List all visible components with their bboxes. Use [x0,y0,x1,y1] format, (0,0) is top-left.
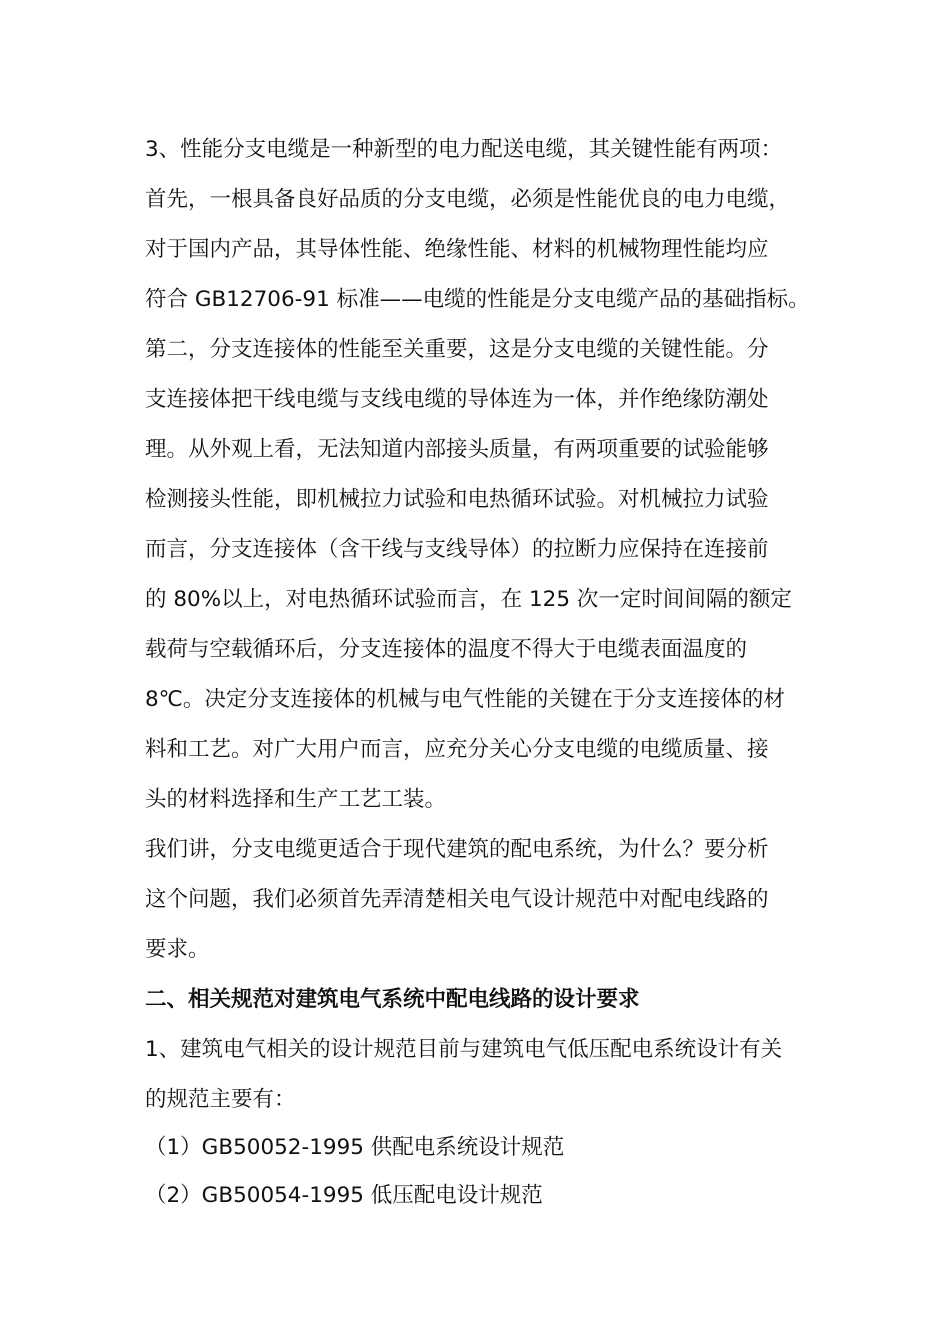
paragraph-line: 我们讲，分支电缆更适合于现代建筑的配电系统，为什么？要分析 [145,837,769,862]
paragraph-line: 头的材料选择和生产工艺工装。 [145,787,447,812]
section-heading: 二、相关规范对建筑电气系统中配电线路的设计要求 [145,987,640,1012]
paragraph-line: 8℃。决定分支连接体的机械与电气性能的关键在于分支连接体的材 [145,687,785,712]
paragraph-line: 对于国内产品，其导体性能、绝缘性能、材料的机械物理性能均应 [145,237,769,262]
list-item: （1）GB50052-1995 供配电系统设计规范 [145,1135,565,1160]
paragraph-line: 理。从外观上看，无法知道内部接头质量，有两项重要的试验能够 [145,437,769,462]
paragraph-line: 1、建筑电气相关的设计规范目前与建筑电气低压配电系统设计有关 [145,1037,783,1062]
paragraph-line: 支连接体把干线电缆与支线电缆的导体连为一体，并作绝缘防潮处 [145,387,769,412]
list-item: （2）GB50054-1995 低压配电设计规范 [145,1183,543,1208]
paragraph-line: 首先，一根具备良好品质的分支电缆，必须是性能优良的电力电缆， [145,187,791,212]
paragraph-line: 的规范主要有： [145,1087,296,1112]
paragraph-line: 要求。 [145,937,210,962]
paragraph-line: 而言，分支连接体（含干线与支线导体）的拉断力应保持在连接前 [145,537,769,562]
paragraph-line: 3、性能分支电缆是一种新型的电力配送电缆，其关键性能有两项： [145,137,783,162]
paragraph-line: 检测接头性能，即机械拉力试验和电热循环试验。对机械拉力试验 [145,487,769,512]
paragraph-line: 符合 GB12706-91 标准——电缆的性能是分支电缆产品的基础指标。 [145,287,810,312]
paragraph-line: 料和工艺。对广大用户而言，应充分关心分支电缆的电缆质量、接 [145,737,769,762]
paragraph-line: 的 80%以上，对电热循环试验而言，在 125 次一定时间间隔的额定 [145,587,792,612]
paragraph-line: 载荷与空载循环后，分支连接体的温度不得大于电缆表面温度的 [145,637,748,662]
paragraph-line: 这个问题，我们必须首先弄清楚相关电气设计规范中对配电线路的 [145,887,769,912]
paragraph-line: 第二，分支连接体的性能至关重要，这是分支电缆的关键性能。分 [145,337,769,362]
